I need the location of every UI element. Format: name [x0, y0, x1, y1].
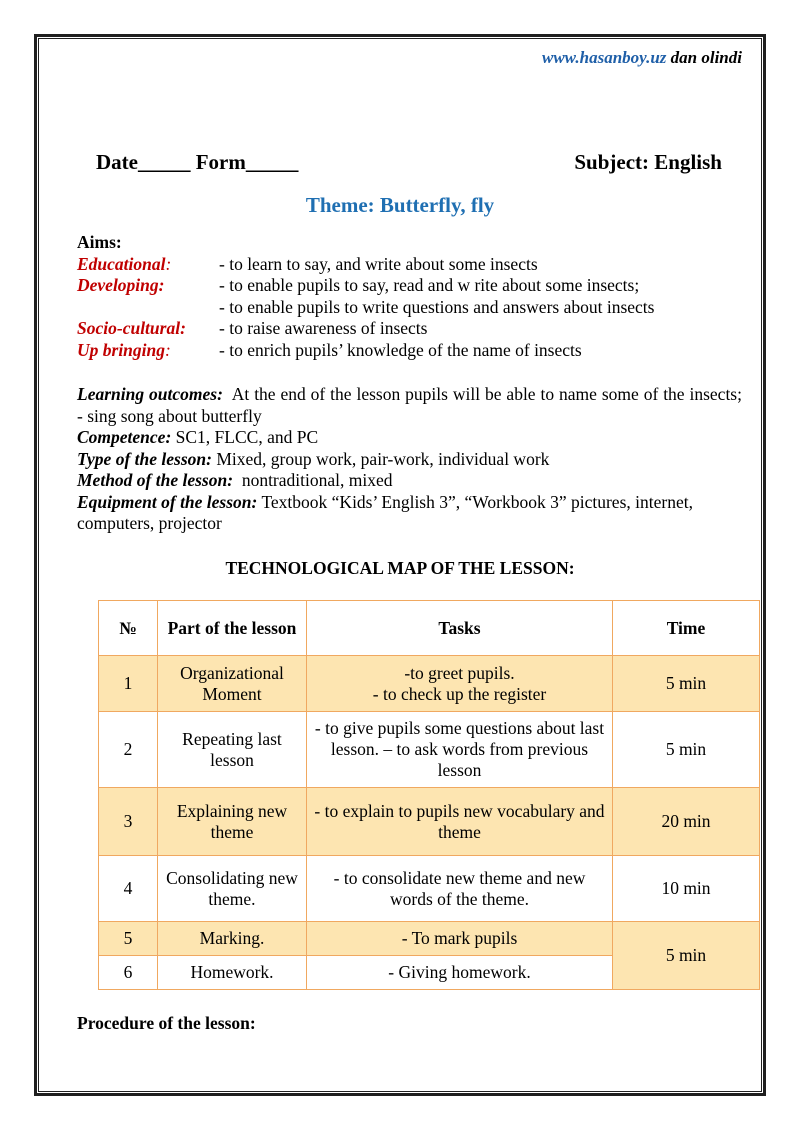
aim-educational	[77, 254, 757, 276]
aim-developing-continued	[77, 297, 757, 319]
aims-section	[77, 232, 757, 361]
aim-socio-cultural	[77, 318, 757, 340]
source-link[interactable]: www.hasanboy.uz	[542, 48, 667, 67]
source-suffix: dan olindi	[666, 48, 742, 67]
subject-field: Subject: English	[574, 150, 722, 174]
cell-number: 6	[99, 956, 158, 990]
header-part: Part of the lesson	[158, 601, 307, 656]
cell-part: Consolidating new theme.	[158, 856, 307, 922]
cell-part: Organizational Moment	[158, 656, 307, 712]
aim-text: - to learn to say, and write about some insects	[219, 253, 538, 274]
aim-text: - to enrich pupils’ knowledge of the name of insects	[219, 339, 582, 360]
technological-map-table	[98, 600, 760, 990]
cell-tasks: - to explain to pupils new vocabulary and theme	[307, 788, 613, 856]
source-note	[542, 48, 742, 68]
table-header-row	[99, 601, 760, 656]
table-row	[99, 712, 760, 788]
cell-tasks: - to consolidate new theme and new words of the theme.	[307, 856, 613, 922]
lesson-theme: Theme: Butterfly, fly	[305, 193, 495, 217]
header-row	[96, 150, 722, 175]
table-row	[99, 788, 760, 856]
cell-time: 5 min	[613, 656, 760, 712]
competence: Competence: SC1, FLCC, and PC	[77, 427, 319, 447]
cell-part: Marking.	[158, 922, 307, 956]
aim-developing	[77, 275, 757, 297]
header-time: Time	[613, 601, 760, 656]
procedure-heading: Procedure of the lesson:	[77, 1013, 256, 1033]
aim-text: - to enable pupils to say, read and w rite about some insects;	[219, 275, 640, 295]
aim-upbringing	[77, 340, 757, 362]
aim-label: Socio-cultural:	[77, 318, 186, 338]
cell-time: 5 min	[613, 922, 760, 990]
cell-tasks: - To mark pupils	[307, 922, 613, 956]
aim-label: Educational:	[77, 253, 172, 274]
lesson-type: Type of the lesson: Mixed, group work, pair-work, individual work	[77, 448, 550, 469]
table-row	[99, 656, 760, 712]
cell-tasks: -to greet pupils. - to check up the register	[307, 656, 613, 712]
aim-label: Developing:	[77, 275, 165, 295]
learning-outcomes: Learning outcomes: At the end of the lesson pupils will be able to name some of the insects; - sing song about butterfly	[77, 384, 742, 426]
cell-part: Repeating last lesson	[158, 712, 307, 788]
cell-number: 3	[99, 788, 158, 856]
cell-number: 5	[99, 922, 158, 956]
cell-tasks: - to give pupils some questions about last lesson. – to ask words from previous lesson	[307, 712, 613, 788]
cell-time: 5 min	[613, 712, 760, 788]
date-form-field: Date_____ Form_____	[96, 150, 299, 174]
header-tasks: Tasks	[307, 601, 613, 656]
aim-label: Up bringing:	[77, 339, 171, 360]
cell-number: 4	[99, 856, 158, 922]
table-row	[99, 922, 760, 956]
cell-time: 10 min	[613, 856, 760, 922]
aims-title: Aims:	[77, 232, 122, 252]
technological-map-title: TECHNOLOGICAL MAP OF THE LESSON:	[225, 558, 575, 578]
cell-number: 1	[99, 656, 158, 712]
cell-part: Homework.	[158, 956, 307, 990]
lesson-info	[77, 384, 742, 535]
table-row	[99, 856, 760, 922]
aim-text: - to enable pupils to write questions and answers about insects	[219, 296, 655, 317]
lesson-method: Method of the lesson: nontraditional, mixed	[77, 470, 393, 490]
cell-time: 20 min	[613, 788, 760, 856]
cell-tasks: - Giving homework.	[307, 956, 613, 990]
cell-part: Explaining new theme	[158, 788, 307, 856]
cell-number: 2	[99, 712, 158, 788]
header-number: №	[99, 601, 158, 656]
aim-text: - to raise awareness of insects	[219, 318, 428, 338]
lesson-equipment: Equipment of the lesson: Textbook “Kids’ English 3”, “Workbook 3” pictures, internet, computers, projector	[77, 491, 693, 533]
